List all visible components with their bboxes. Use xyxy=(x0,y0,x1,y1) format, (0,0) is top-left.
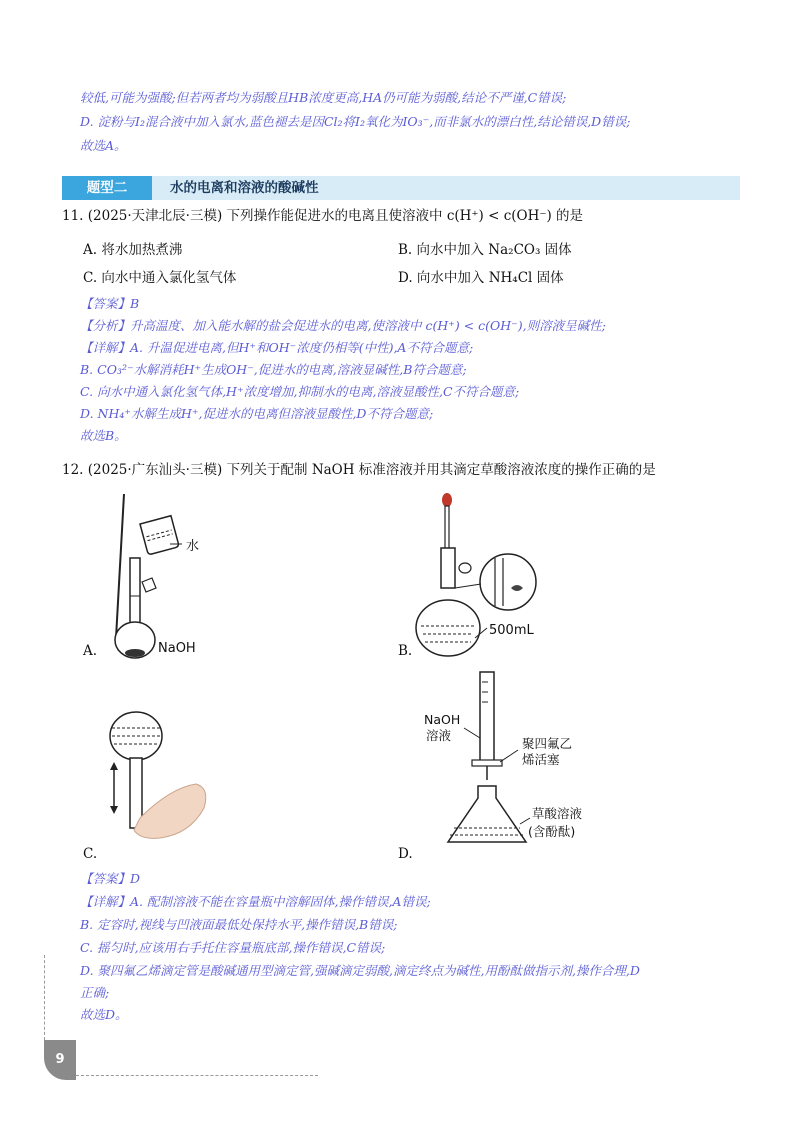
q11-option-b: B. 向水中加入 Na₂CO₃ 固体 xyxy=(398,242,572,258)
q12-detail-4: D. 聚四氟乙烯滴定管是酸碱通用型滴定管,强碱滴定弱酸,滴定终点为碱性,用酚酞做指示剂,操作合理,D xyxy=(80,963,640,978)
figure-d-naoh-label-1: NaOH xyxy=(424,712,461,727)
q11-option-c: C. 向水中通入氯化氢气体 xyxy=(83,270,237,286)
figure-d-label: D. xyxy=(398,846,413,862)
q12-detail-3: C. 摇匀时,应该用右手托住容量瓶底部,操作错误,C错误; xyxy=(80,940,386,955)
q11-detail-1: 【详解】A. 升温促进电离,但H⁺和OH⁻浓度仍相等(中性),A不符合题意; xyxy=(80,340,474,355)
q11-stem: 11. (2025·天津北辰·三模) 下列操作能促进水的电离且使溶液中 c(H⁺) < c(OH⁻) 的是 xyxy=(62,208,584,224)
q12-detail-2: B. 定容时,视线与凹液面最低处保持水平,操作错误,B错误; xyxy=(80,917,398,932)
q11-detail-3: C. 向水中通入氯化氢气体,H⁺浓度增加,抑制水的电离,溶液显酸性,C不符合题意; xyxy=(80,384,520,399)
q12-detail-1: 【详解】A. 配制溶液不能在容量瓶中溶解固体,操作错误,A错误; xyxy=(80,894,431,909)
q12-stem: 12. (2025·广东汕头·三模) 下列关于配制 NaOH 标准溶液并用其滴定草酸溶液浓度的操作正确的是 xyxy=(62,462,656,478)
page-number: 9 xyxy=(44,1040,76,1080)
q11-detail-4: D. NH₄⁺水解生成H⁺,促进水的电离但溶液显酸性,D不符合题意; xyxy=(80,406,434,421)
figure-a-water-label: 水 xyxy=(186,539,200,554)
section-title: 水的电离和溶液的酸碱性 xyxy=(170,180,319,196)
figure-d-naoh-label-2: 溶液 xyxy=(426,728,452,743)
section-header xyxy=(62,176,740,200)
figure-d-ptfe-label-2: 烯活塞 xyxy=(522,752,560,767)
section-tag: 题型二 xyxy=(62,176,152,200)
figure-b-label: B. xyxy=(398,643,413,659)
q11-analysis: 【分析】升高温度、加入能水解的盐会促进水的电离,使溶液中 c(H⁺) < c(OH⁻),则溶液呈碱性; xyxy=(80,318,606,333)
q11-detail-2: B. CO₃²⁻水解消耗H⁺生成OH⁻,促进水的电离,溶液显碱性,B符合题意; xyxy=(80,362,467,377)
q12-answer: 【答案】D xyxy=(80,871,141,886)
q12-conclusion: 故选D。 xyxy=(80,1007,128,1022)
figure-d xyxy=(420,668,610,858)
q11-conclusion: 故选B。 xyxy=(80,428,127,443)
figure-b xyxy=(415,488,575,668)
q11-option-a: A. 将水加热煮沸 xyxy=(83,242,183,258)
q12-detail-5: 正确; xyxy=(80,985,110,1000)
figure-d-oxalic-label-1: 草酸溶液 xyxy=(532,806,583,821)
figure-d-ptfe-label-1: 聚四氟乙 xyxy=(522,736,573,751)
figure-a-label: A. xyxy=(83,643,98,659)
figure-d-oxalic-label-2: (含酚酞) xyxy=(528,824,576,839)
figure-c xyxy=(100,708,230,848)
figure-b-volume-label: 500mL xyxy=(489,623,534,638)
page-margin-dashed-line xyxy=(44,955,45,1040)
prev-explanation-line-3: 故选A。 xyxy=(80,138,127,153)
figure-c-label: C. xyxy=(83,846,98,862)
prev-explanation-line-1: 较低,可能为强酸;但若两者均为弱酸且HB浓度更高,HA仍可能为弱酸,结论不严谨,C错误; xyxy=(80,90,567,105)
prev-explanation-line-2: D. 淀粉与I₂混合液中加入氯水,蓝色褪去是因Cl₂将I₂氧化为IO₃⁻,而非氯水的漂白性,结论错误,D错误; xyxy=(80,114,631,129)
figure-a-naoh-label: NaOH xyxy=(158,641,196,656)
page-footer-dashed-line xyxy=(76,1075,318,1076)
q11-option-d: D. 向水中加入 NH₄Cl 固体 xyxy=(398,270,564,286)
figure-a xyxy=(100,488,240,668)
q11-answer: 【答案】B xyxy=(80,296,140,311)
